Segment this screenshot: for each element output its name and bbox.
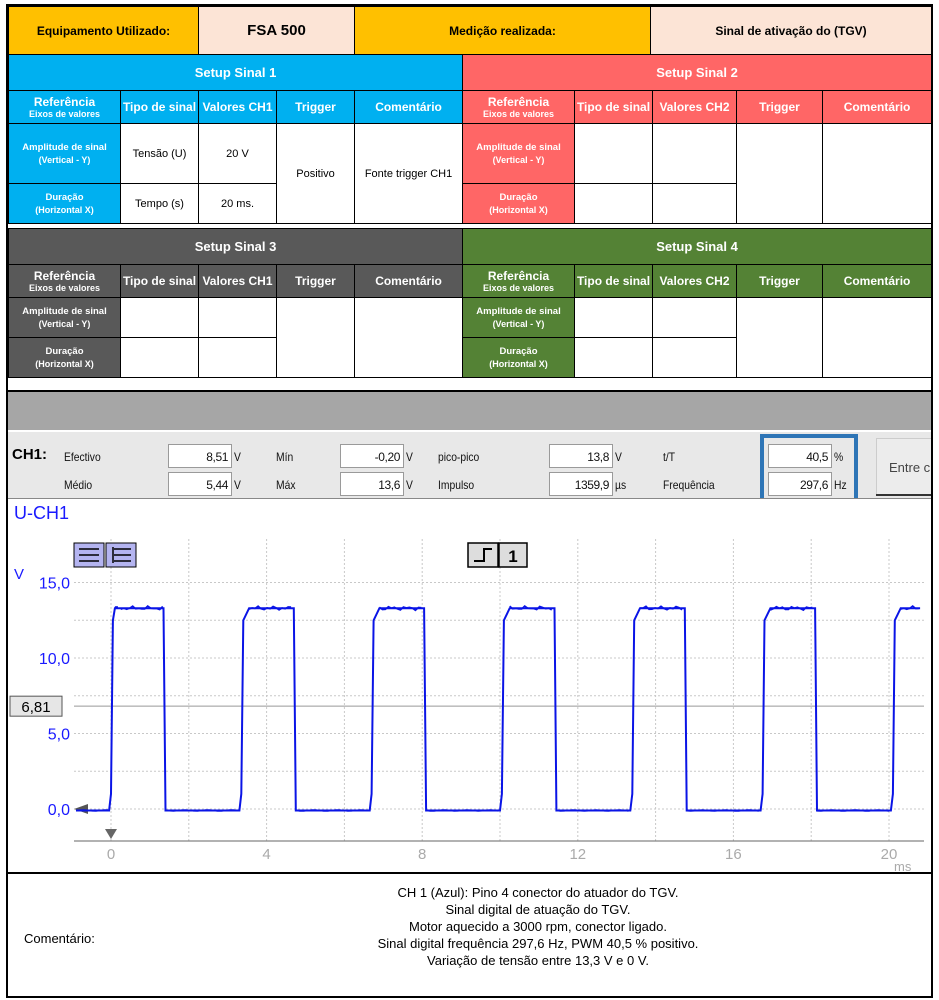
setup-3-tipo-2	[121, 338, 199, 378]
setup-2-trigger	[737, 124, 823, 224]
setup-3-col-ref: Referência Eixos de valores	[9, 265, 121, 298]
setup-2-val-1	[653, 124, 737, 184]
setup-2-col-trig: Trigger	[737, 91, 823, 124]
efectivo-label: Efectivo	[64, 450, 101, 464]
setup-3-row-amplitude: Amplitude de sinal (Vertical - Y)	[9, 298, 121, 338]
entre-button[interactable]: Entre c	[876, 438, 931, 496]
scope-title: U-CH1	[14, 503, 70, 523]
impulso-unit: µs	[615, 478, 627, 492]
oscilloscope-plot	[8, 499, 931, 873]
comment-line-2: Sinal digital de atuação do TGV.	[445, 902, 631, 917]
x-tick-label: 20	[880, 846, 898, 863]
frequencia-value: 297,6	[768, 472, 832, 496]
medio-unit: V	[234, 478, 241, 492]
y-tick-label: 0,0	[47, 802, 70, 819]
setup-3-title: Setup Sinal 3	[9, 229, 463, 265]
pico-pico-label: pico-pico	[438, 450, 480, 464]
trigger-channel-label: 1	[508, 547, 518, 566]
setup-4-col-com: Comentário	[823, 265, 932, 298]
x-tick-label: 4	[262, 846, 271, 863]
medio-value: 5,44	[168, 472, 232, 496]
setup-3-row-duration: Duração (Horizontal X)	[9, 338, 121, 378]
report-frame	[6, 4, 933, 998]
comment-line-3: Motor aquecido a 3000 rpm, conector ligado.	[409, 919, 667, 934]
cursor-value: 6,81	[21, 699, 51, 717]
impulso-value: 1359,9	[549, 472, 613, 496]
setup-1-col-tipo: Tipo de sinal	[121, 91, 199, 124]
comment-line-1: CH 1 (Azul): Pino 4 conector do atuador do TGV.	[397, 885, 679, 900]
setup-2-tipo-2	[575, 184, 653, 224]
efectivo-value: 8,51	[168, 444, 232, 468]
oscilloscope-panel	[8, 498, 931, 872]
setup-1-comment: Fonte trigger CH1	[355, 124, 463, 224]
y-tick-label: 15,0	[38, 575, 70, 593]
setup-4-col-ref: Referência Eixos de valores	[463, 265, 575, 298]
setup-4-val-1	[653, 298, 737, 338]
tT-value: 40,5	[768, 444, 832, 468]
y-tick-label: 5,0	[47, 726, 70, 744]
min-label: Mín	[276, 450, 294, 464]
medio-label: Médio	[64, 478, 93, 492]
setup-4-title: Setup Sinal 4	[463, 229, 932, 265]
setup-2-col-tipo: Tipo de sinal	[575, 91, 653, 124]
setup-2-col-ref: Referência Eixos de valores	[463, 91, 575, 124]
channel-label: CH1:	[12, 446, 48, 463]
setup-1-col-trig: Trigger	[277, 91, 355, 124]
comment-text	[138, 884, 938, 969]
tT-unit: %	[834, 450, 844, 464]
setup-4-tipo-1	[575, 298, 653, 338]
setup-2-col-val: Valores CH2	[653, 91, 737, 124]
min-unit: V	[406, 450, 413, 464]
setup-1-col-ref: Referência Eixos de valores	[9, 91, 121, 124]
setup-2-tipo-1	[575, 124, 653, 184]
tT-label: t/T	[663, 450, 676, 464]
setup-3-col-val: Valores CH1	[199, 265, 277, 298]
setup-1-val-1: 20 V	[199, 124, 277, 184]
setup-2-comment	[823, 124, 932, 224]
x-tick-label: 12	[569, 846, 587, 863]
y-tick-label: 10,0	[38, 651, 70, 668]
setup-4-col-tipo: Tipo de sinal	[575, 265, 653, 298]
measurement-label: Medição realizada:	[355, 7, 651, 55]
setup-3-col-trig: Trigger	[277, 265, 355, 298]
setup-1-tipo-2: Tempo (s)	[121, 184, 199, 224]
setup-1-row-amplitude: Amplitude de sinal (Vertical - Y)	[9, 124, 121, 184]
frequencia-label: Frequência	[663, 478, 715, 492]
comment-line-5: Variação de tensão entre 13,3 V e 0 V.	[427, 953, 649, 968]
setup-3-col-com: Comentário	[355, 265, 463, 298]
x-unit-label: ms	[894, 859, 912, 873]
min-value: -0,20	[340, 444, 404, 468]
setup-4-row-amplitude: Amplitude de sinal (Vertical - Y)	[463, 298, 575, 338]
setup-4-col-val: Valores CH2	[653, 265, 737, 298]
max-value: 13,6	[340, 472, 404, 496]
setup-signal-3	[8, 228, 463, 378]
setup-3-comment	[355, 298, 463, 378]
max-unit: V	[406, 478, 413, 492]
setup-4-val-2	[653, 338, 737, 378]
measurement-bar	[8, 430, 931, 498]
setup-2-val-2	[653, 184, 737, 224]
y-unit-label: V	[14, 566, 25, 583]
setup-4-row-duration: Duração (Horizontal X)	[463, 338, 575, 378]
comment-label: Comentário:	[24, 931, 95, 946]
setup-4-trigger	[737, 298, 823, 378]
setup-1-title: Setup Sinal 1	[9, 55, 463, 91]
setup-3-trigger	[277, 298, 355, 378]
pico-pico-unit: V	[615, 450, 622, 464]
setup-signal-1	[8, 54, 463, 224]
setup-4-comment	[823, 298, 932, 378]
header-table	[8, 6, 932, 55]
setup-2-row-duration: Duração (Horizontal X)	[463, 184, 575, 224]
equipment-label: Equipamento Utilizado:	[9, 7, 199, 55]
setup-signal-4	[462, 228, 932, 378]
setup-3-val-1	[199, 298, 277, 338]
setup-2-row-amplitude: Amplitude de sinal (Vertical - Y)	[463, 124, 575, 184]
setup-1-col-com: Comentário	[355, 91, 463, 124]
impulso-label: Impulso	[438, 478, 475, 492]
comment-section	[8, 872, 931, 996]
pico-pico-value: 13,8	[549, 444, 613, 468]
setup-1-trigger: Positivo	[277, 124, 355, 224]
highlight-box	[760, 434, 858, 502]
setup-3-tipo-1	[121, 298, 199, 338]
plot-area	[74, 539, 924, 841]
frequencia-unit: Hz	[834, 478, 847, 492]
x-tick-label: 0	[106, 846, 116, 863]
setup-signal-2	[462, 54, 932, 224]
measurement-value: Sinal de ativação do (TGV)	[651, 7, 932, 55]
setup-3-col-tipo: Tipo de sinal	[121, 265, 199, 298]
separator-band	[8, 390, 931, 430]
setup-1-tipo-1: Tensão (U)	[121, 124, 199, 184]
setup-2-title: Setup Sinal 2	[463, 55, 932, 91]
entre-button-underline	[876, 494, 931, 496]
setup-2-col-com: Comentário	[823, 91, 932, 124]
max-label: Máx	[276, 478, 296, 492]
x-tick-label: 16	[725, 846, 742, 863]
x-tick-label: 8	[418, 846, 427, 863]
setup-1-val-2: 20 ms.	[199, 184, 277, 224]
setup-1-row-duration: Duração (Horizontal X)	[9, 184, 121, 224]
setup-1-col-val: Valores CH1	[199, 91, 277, 124]
efectivo-unit: V	[234, 450, 241, 464]
setup-4-col-trig: Trigger	[737, 265, 823, 298]
setup-3-val-2	[199, 338, 277, 378]
comment-line-4: Sinal digital frequência 297,6 Hz, PWM 40,5 % positivo.	[377, 936, 699, 951]
equipment-value: FSA 500	[199, 7, 355, 55]
setup-4-tipo-2	[575, 338, 653, 378]
